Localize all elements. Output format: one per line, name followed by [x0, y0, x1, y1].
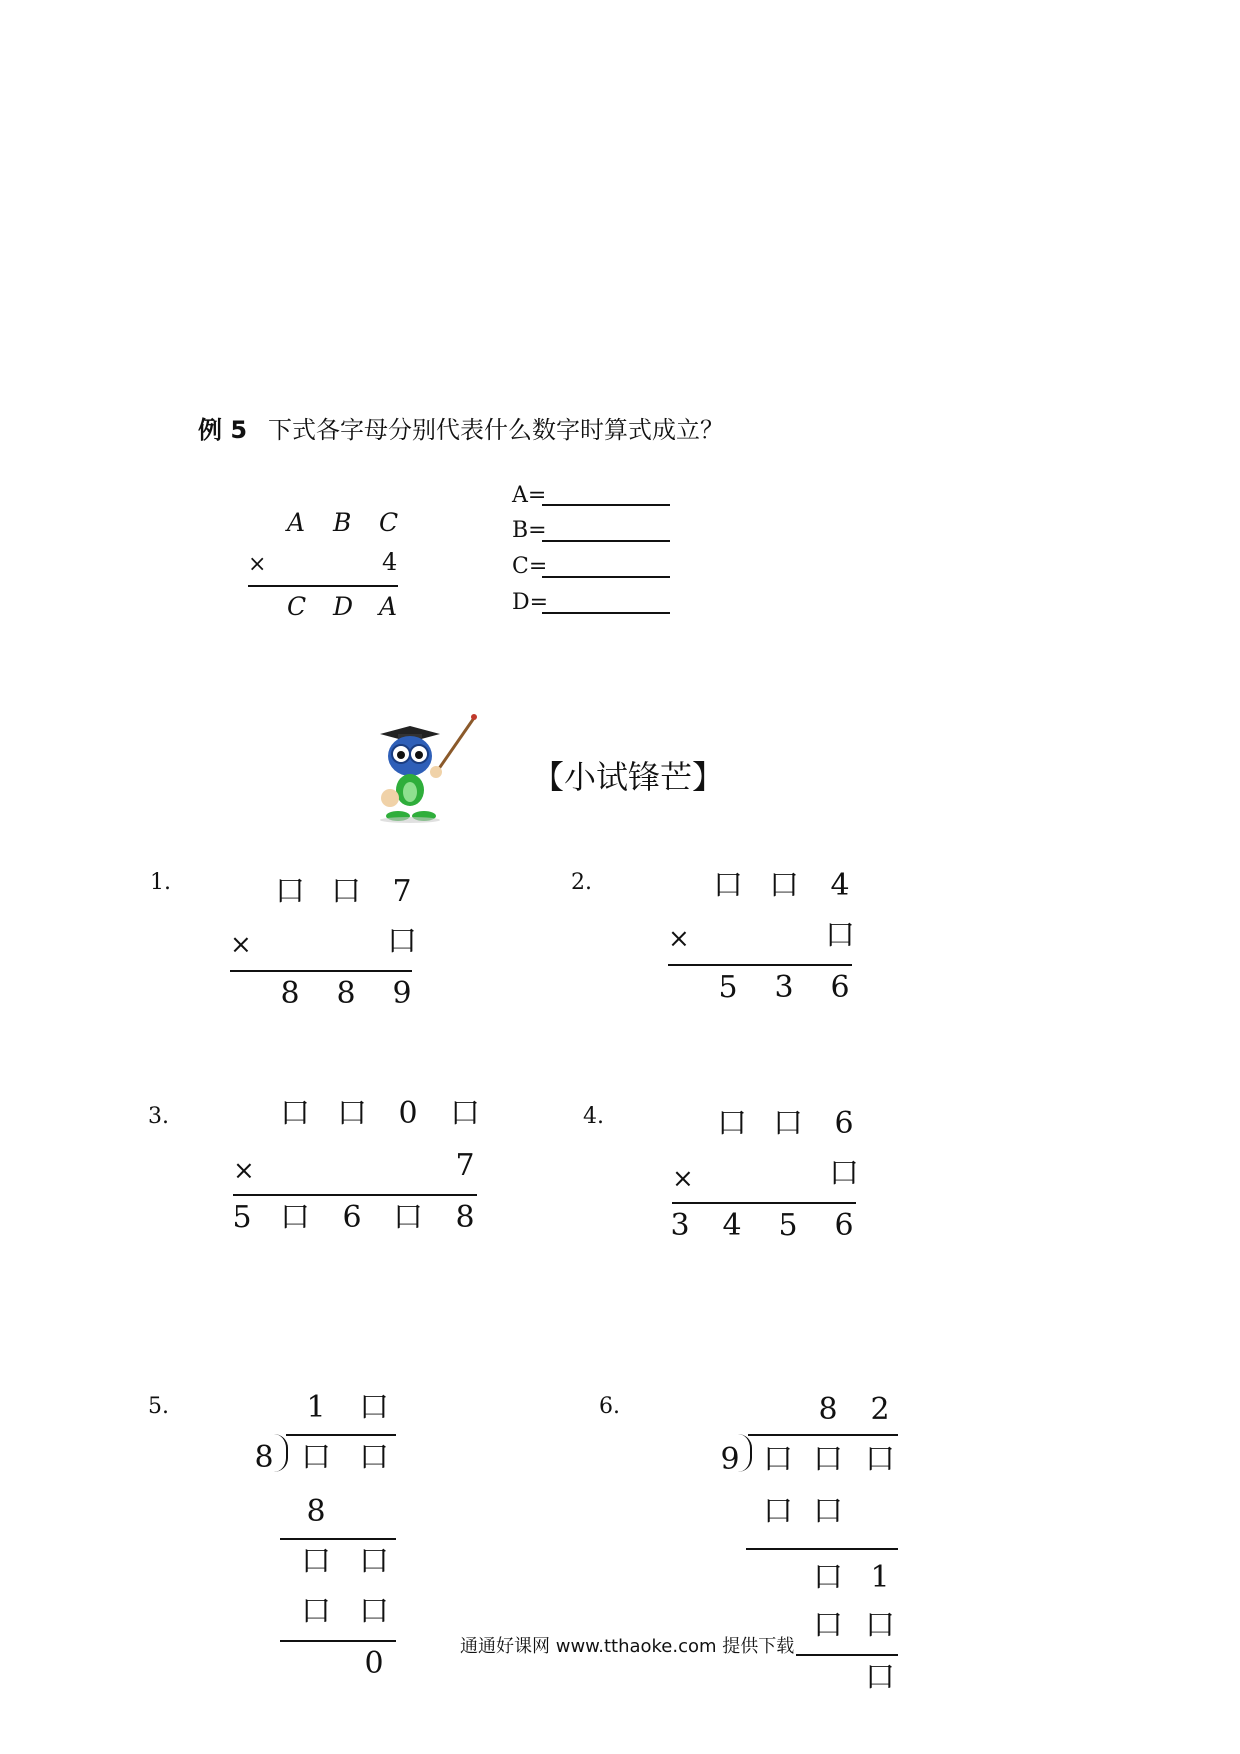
answer-blank[interactable]	[542, 504, 670, 506]
digit-cell: 口	[387, 924, 417, 959]
digit-cell: 3	[670, 1208, 690, 1243]
rule-line	[280, 1538, 396, 1540]
digit-cell: 1	[870, 1560, 890, 1595]
division-bar	[748, 1434, 898, 1436]
digit-cell: 口	[763, 1442, 793, 1477]
example-question: 下式各字母分别代表什么数字时算式成立？	[268, 416, 724, 444]
footer-text: 通通好课网 www.tthaoke.com 提供下载	[460, 1636, 795, 1657]
digit-cell: 口	[717, 1106, 747, 1141]
section-title: 【小试锋芒】	[532, 758, 725, 796]
digit-cell: 口	[825, 918, 855, 953]
times-sign: ×	[668, 924, 690, 954]
digit-cell: 口	[301, 1544, 331, 1579]
rule-line	[230, 970, 412, 972]
digit-cell: 5	[232, 1200, 252, 1235]
digit-cell: 口	[769, 868, 799, 903]
digit-cell: 9	[392, 976, 412, 1011]
letter: C	[287, 592, 307, 621]
digit-cell: 口	[865, 1608, 895, 1643]
digit-cell: 口	[359, 1544, 389, 1579]
answer-label: A=	[512, 483, 547, 508]
digit-cell: 口	[813, 1442, 843, 1477]
digit-cell: 口	[359, 1390, 389, 1425]
digit-cell: 口	[331, 874, 361, 909]
rule-line	[672, 1202, 856, 1204]
answer-label: D=	[512, 590, 549, 615]
divisor: 8	[254, 1440, 274, 1475]
digit-cell: 0	[398, 1096, 418, 1131]
digit-cell: 6	[342, 1200, 362, 1235]
digit-cell: 口	[829, 1156, 859, 1191]
digit-cell: 7	[455, 1148, 475, 1183]
digit-cell: 4	[722, 1208, 742, 1243]
times-sign: ×	[230, 930, 252, 960]
digit-cell: 7	[392, 874, 412, 909]
digit-cell: 2	[870, 1392, 890, 1427]
problem-number: 3.	[148, 1104, 169, 1129]
digit-cell: 口	[813, 1494, 843, 1529]
digit-cell: 口	[359, 1594, 389, 1629]
owl-teacher-mascot-icon	[368, 712, 478, 824]
letter: A	[287, 508, 306, 537]
times-sign: ×	[233, 1156, 255, 1186]
digit-cell: 口	[713, 868, 743, 903]
answer-blank[interactable]	[542, 540, 670, 542]
digit-cell: 8	[818, 1392, 838, 1427]
digit-cell: 口	[359, 1440, 389, 1475]
problem-number: 6.	[599, 1394, 620, 1419]
digit-cell: 8	[455, 1200, 475, 1235]
digit-cell: 3	[774, 970, 794, 1005]
digit-cell: 8	[306, 1494, 326, 1529]
divisor: 9	[720, 1442, 740, 1477]
problem-number: 1.	[150, 870, 171, 895]
letter: C	[379, 508, 399, 537]
letter: D	[333, 592, 354, 621]
rule-line	[668, 964, 852, 966]
digit-cell: 口	[393, 1200, 423, 1235]
digit-cell: 0	[364, 1646, 384, 1681]
digit-cell: 5	[778, 1208, 798, 1243]
rule-line	[248, 585, 398, 587]
answer-label: C=	[512, 554, 548, 579]
digit-cell: 6	[834, 1208, 854, 1243]
digit-cell: 口	[301, 1594, 331, 1629]
answer-blank[interactable]	[542, 612, 670, 614]
example-label: 例 5	[198, 416, 248, 444]
rule-line	[746, 1548, 898, 1550]
letter: B	[333, 508, 352, 537]
times-sign: ×	[248, 552, 267, 577]
rule-line	[280, 1640, 396, 1642]
letter: A	[379, 592, 398, 621]
digit-cell: 8	[280, 976, 300, 1011]
digit-cell: 4	[830, 868, 850, 903]
problem-number: 5.	[148, 1394, 169, 1419]
division-bracket	[274, 1434, 288, 1472]
rule-line	[796, 1654, 898, 1656]
digit-cell: 口	[280, 1096, 310, 1131]
times-sign: ×	[672, 1164, 694, 1194]
digit-cell: 8	[336, 976, 356, 1011]
answer-label: B=	[512, 518, 547, 543]
problem-number: 4.	[583, 1104, 604, 1129]
digit-cell: 口	[865, 1442, 895, 1477]
rule-line	[233, 1194, 477, 1196]
division-bar	[286, 1434, 396, 1436]
digit-cell: 6	[830, 970, 850, 1005]
digit-cell: 口	[865, 1660, 895, 1695]
digit-cell: 5	[718, 970, 738, 1005]
digit-cell: 口	[337, 1096, 367, 1131]
digit-cell: 口	[301, 1440, 331, 1475]
digit-cell: 1	[306, 1390, 326, 1425]
digit-cell: 口	[813, 1560, 843, 1595]
digit-cell: 口	[450, 1096, 480, 1131]
digit-cell: 6	[834, 1106, 854, 1141]
answer-blank[interactable]	[542, 576, 670, 578]
digit-cell: 口	[773, 1106, 803, 1141]
digit-cell: 口	[763, 1494, 793, 1529]
digit-cell: 口	[275, 874, 305, 909]
problem-number: 2.	[571, 870, 592, 895]
digit-cell: 口	[280, 1200, 310, 1235]
digit-cell: 口	[813, 1608, 843, 1643]
multiplier: 4	[382, 548, 398, 576]
